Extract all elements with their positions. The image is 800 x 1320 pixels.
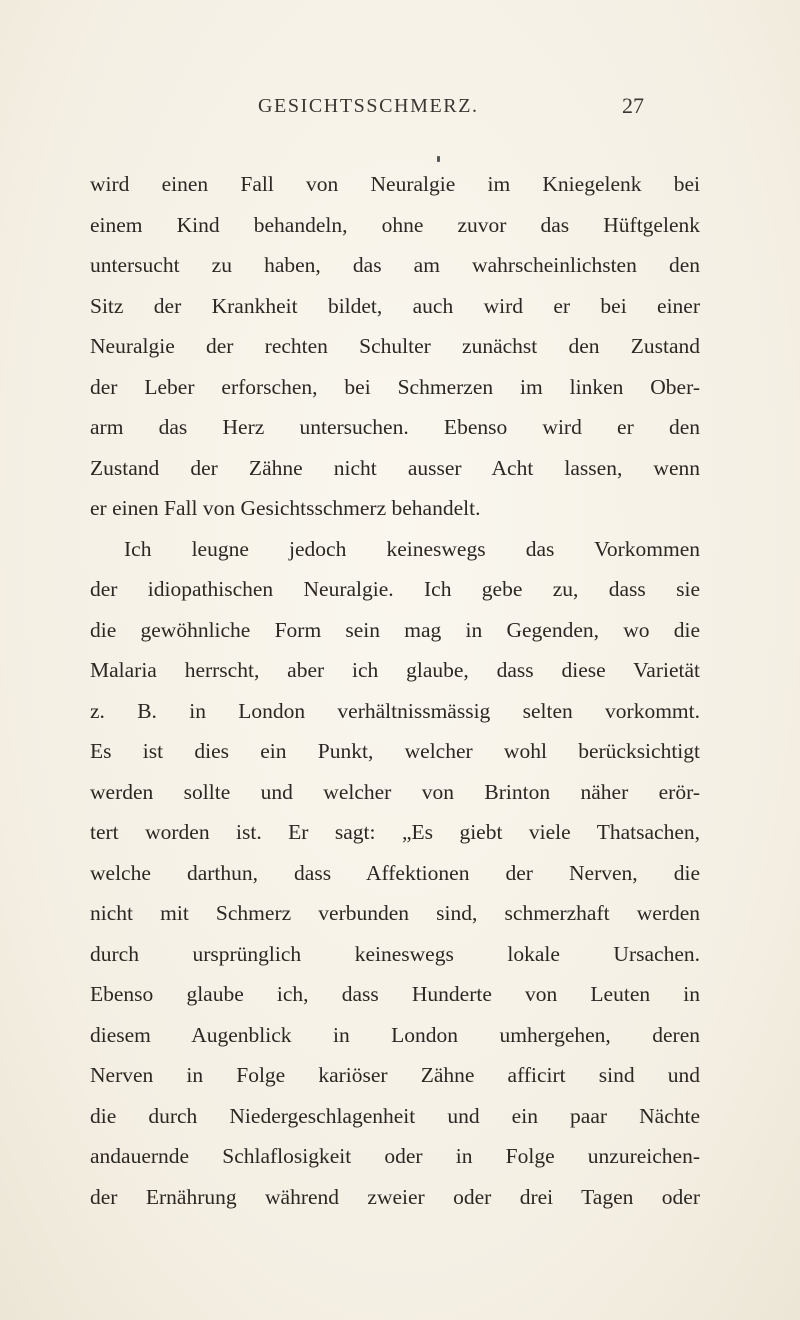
text-line: Malaria herrscht, aber ich glaube, dass diese Varietät (90, 658, 700, 682)
text-line: nicht mit Schmerz verbunden sind, schmerzhaft werden (90, 901, 700, 925)
page-number: 27 (622, 93, 644, 118)
text-line: die gewöhnliche Form sein mag in Gegenden, wo die (90, 617, 700, 642)
text-line: Zustand der Zähne nicht ausser Acht lassen, wenn (90, 455, 700, 480)
text-line: andauernde Schlaflosigkeit oder in Folge unzureichen- (90, 1144, 700, 1168)
text-line: die durch Niedergeschlagenheit und ein paar Nächte (90, 1103, 700, 1128)
text-line: durch ursprünglich keineswegs lokale Ursachen. (90, 941, 700, 966)
text-line: wird einen Fall von Neuralgie im Kniegelenk bei (90, 172, 700, 196)
print-mark (437, 156, 440, 162)
body-text (90, 164, 700, 1217)
text-line: der Ernährung während zweier oder drei Tagen oder (90, 1184, 700, 1209)
text-line: einem Kind behandeln, ohne zuvor das Hüftgelenk (90, 212, 700, 237)
text-line: der Leber erforschen, bei Schmerzen im linken Ober- (90, 374, 700, 399)
text-line: tert worden ist. Er sagt: „Es giebt viele Thatsachen, (90, 820, 700, 844)
text-line: welche darthun, dass Affektionen der Nerven, die (90, 860, 700, 885)
text-line: der idiopathischen Neuralgie. Ich gebe zu, dass sie (90, 577, 700, 601)
text-line: werden sollte und welcher von Brinton näher erör- (90, 779, 700, 804)
chapter-title: GESICHTSSCHMERZ. (258, 95, 479, 117)
text-line: Sitz der Krankheit bildet, auch wird er bei einer (90, 293, 700, 318)
text-line: arm das Herz untersuchen. Ebenso wird er den (90, 415, 700, 439)
text-line: z. B. in London verhältnissmässig selten vorkommt. (90, 698, 700, 723)
text-line: Neuralgie der rechten Schulter zunächst den Zustand (90, 334, 700, 358)
running-head (258, 95, 658, 125)
text-line: diesem Augenblick in London umhergehen, deren (90, 1022, 700, 1047)
text-line: untersucht zu haben, das am wahrscheinlichsten den (90, 253, 700, 277)
text-line: Ebenso glaube ich, dass Hunderte von Leuten in (90, 982, 700, 1006)
text-line: Nerven in Folge kariöser Zähne afficirt sind und (90, 1063, 700, 1087)
text-line: Ich leugne jedoch keineswegs das Vorkommen (124, 536, 700, 561)
text-line: Es ist dies ein Punkt, welcher wohl berücksichtigt (90, 739, 700, 763)
text-line: er einen Fall von Gesichtsschmerz behandelt. (90, 496, 481, 520)
